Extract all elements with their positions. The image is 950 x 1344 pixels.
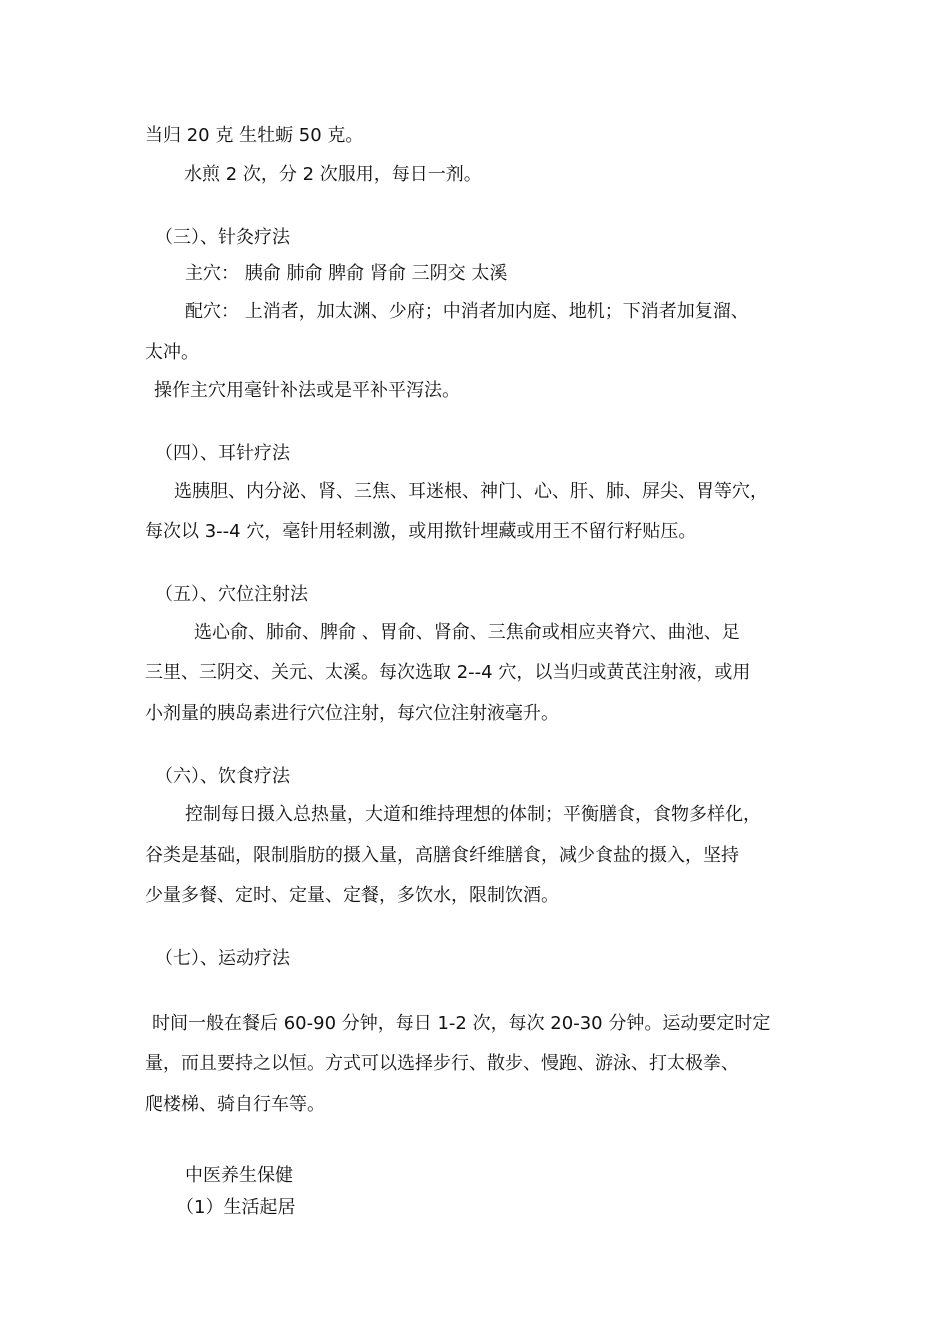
exercise-therapy-line-2: 量，而且要持之以恒。方式可以选择步行、散步、慢跑、游泳、打太极拳、: [145, 1053, 739, 1074]
ear-acupuncture-line-1: 选胰胆、内分泌、肾、三焦、耳迷根、神门、心、肝、肺、屏尖、胃等穴，: [174, 481, 768, 502]
point-injection-line-3: 小剂量的胰岛素进行穴位注射，每穴位注射液毫升。: [145, 703, 559, 724]
acupuncture-aux-points-line-2: 太冲。: [145, 342, 199, 363]
diet-therapy-line-3: 少量多餐、定时、定量、定餐，多饮水，限制饮酒。: [145, 885, 559, 906]
exercise-therapy-heading: （七）、运动疗法: [155, 948, 290, 969]
prescription-line-1: 当归 20 克 生牡蛎 50 克。: [145, 125, 364, 146]
ear-acupuncture-heading: （四）、耳针疗法: [155, 443, 290, 464]
acupuncture-main-points: 主穴： 胰俞 肺俞 脾俞 肾俞 三阴交 太溪: [185, 263, 508, 284]
diet-therapy-line-1: 控制每日摄入总热量，大道和维持理想的体制；平衡膳食，食物多样化，: [185, 804, 761, 825]
acupuncture-aux-points-line-1: 配穴： 上消者，加太渊、少府；中消者加内庭、地机；下消者加复溜、: [185, 301, 749, 322]
point-injection-line-2: 三里、三阴交、关元、太溪。每次选取 2--4 穴，以当归或黄芪注射液，或用: [145, 662, 751, 683]
prescription-line-2: 水煎 2 次，分 2 次服用，每日一剂。: [184, 164, 482, 185]
acupuncture-heading: （三）、针灸疗法: [155, 227, 290, 248]
tcm-health-heading: 中医养生保健: [185, 1165, 293, 1186]
exercise-therapy-line-1: 时间一般在餐后 60-90 分钟，每日 1-2 次，每次 20-30 分钟。运动要定时定: [152, 1013, 771, 1034]
diet-therapy-heading: （六）、饮食疗法: [155, 766, 290, 787]
exercise-therapy-line-3: 爬楼梯、骑自行车等。: [145, 1094, 325, 1115]
tcm-health-subheading: （1）生活起居: [176, 1197, 296, 1218]
ear-acupuncture-line-2: 每次以 3--4 穴，毫针用轻刺激，或用揿针埋藏或用王不留行籽贴压。: [145, 521, 697, 542]
acupuncture-operation: 操作主穴用毫针补法或是平补平泻法。: [154, 380, 460, 401]
point-injection-line-1: 选心俞、肺俞、脾俞 、胃俞、肾俞、三焦俞或相应夹脊穴、曲池、足: [194, 622, 740, 643]
point-injection-heading: （五）、穴位注射法: [155, 584, 308, 605]
diet-therapy-line-2: 谷类是基础，限制脂肪的摄入量，高膳食纤维膳食，减少食盐的摄入，坚持: [145, 845, 739, 866]
